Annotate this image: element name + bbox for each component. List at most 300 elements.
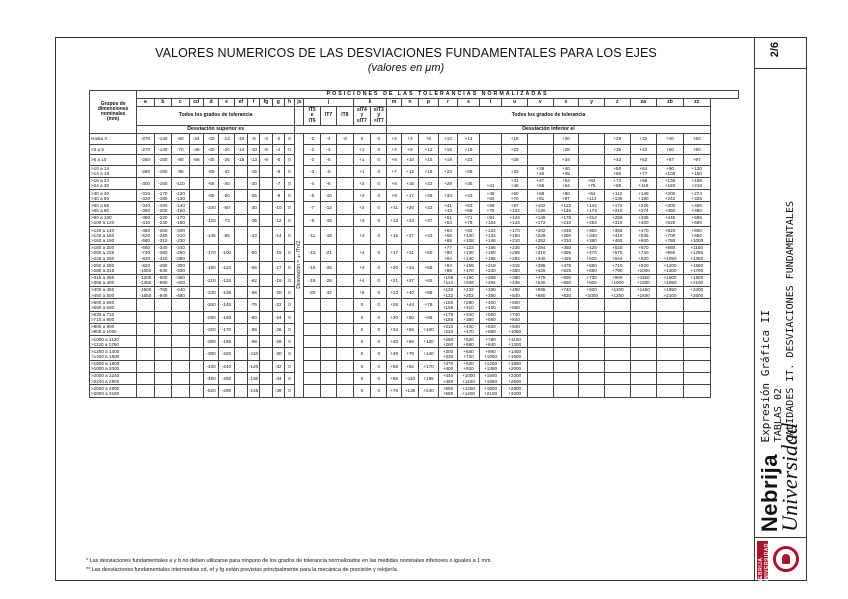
deviation-letter: f: [247, 99, 259, 107]
upper-deviation-value: -5: [272, 155, 284, 166]
upper-deviation-value: -120: [247, 360, 259, 372]
lower-deviation-value: +300 +340 +380: [579, 226, 605, 244]
lower-deviation-value: +10: [401, 155, 418, 166]
upper-deviation-value: -76: [247, 299, 259, 311]
grades-label: Todos los grados de tolerancia: [387, 107, 710, 126]
dimension-range: >10 a 14 >14 a 18: [90, 165, 137, 177]
lower-deviation-value: [579, 299, 605, 311]
lower-deviation-value: +500 +560: [479, 311, 502, 323]
upper-deviation-value: [154, 360, 171, 372]
lower-deviation-value: [630, 360, 657, 372]
upper-deviation-value: 0: [284, 299, 294, 311]
upper-deviation-value: 0: [284, 348, 294, 360]
lower-deviation-value: +425 +470 +520: [579, 244, 605, 262]
lower-deviation-value: [527, 360, 553, 372]
upper-deviation-value: [137, 299, 154, 311]
j-deviation-value: -12: [320, 202, 336, 214]
upper-deviation-value: [154, 385, 171, 397]
upper-deviation-value: [189, 244, 203, 262]
j-deviation-value: -21: [320, 244, 336, 262]
lower-deviation-value: +92: [401, 360, 418, 372]
upper-deviation-value: [154, 348, 171, 360]
k-deviation-value: 0: [371, 155, 387, 166]
lower-deviation-value: [579, 373, 605, 385]
lower-deviation-value: [683, 336, 710, 348]
lower-deviation-value: +100: [419, 323, 438, 335]
k-grade: ≤IT3 y >IT7: [371, 107, 387, 126]
upper-deviation-value: 0: [284, 385, 294, 397]
lower-deviation-value: +490 +540: [502, 286, 528, 298]
upper-deviation-value: [189, 177, 203, 189]
upper-deviation-value: 0: [284, 202, 294, 214]
j-deviation-value: -8: [320, 177, 336, 189]
upper-deviation-value: 0: [284, 226, 294, 244]
lower-deviation-value: [553, 336, 579, 348]
upper-deviation-value: -110: [247, 348, 259, 360]
j-deviation-value: [304, 299, 320, 311]
k-deviation-value: 0: [353, 336, 370, 348]
j-deviation-value: [337, 348, 353, 360]
lower-deviation-value: [527, 299, 553, 311]
lower-deviation-value: +9: [387, 190, 401, 202]
j-deviation-value: [337, 244, 353, 262]
page-title: VALORES NUMERICOS DE LAS DESVIACIONES FUNDAMENTALES PARA LOS EJES: [155, 46, 657, 60]
sheet-title: CALIDADES IT. DESVIACIONES FUNDAMENTALES: [785, 201, 796, 442]
lower-deviation-value: [604, 385, 630, 397]
upper-deviation-value: -70: [172, 144, 189, 155]
deviation-letter: b: [154, 99, 171, 107]
j-deviation-value: [337, 190, 353, 202]
upper-deviation-value: -440 -480: [172, 286, 189, 298]
lower-deviation-value: [657, 311, 684, 323]
upper-deviation-value: -85: [219, 226, 234, 244]
upper-deviation-value: -68: [247, 286, 259, 298]
upper-deviation-value: 0: [284, 336, 294, 348]
lower-deviation-value: +88: [419, 311, 438, 323]
lower-deviation-value: +40: [387, 336, 401, 348]
lower-deviation-value: +280 +310: [458, 299, 480, 311]
lower-deviation-value: [683, 360, 710, 372]
j-deviation-value: -18: [320, 226, 336, 244]
table-row: [90, 144, 739, 155]
j-deviation-value: [337, 286, 353, 298]
upper-deviation-value: -240 -260 -280: [172, 244, 189, 262]
j-deviation-value: [320, 373, 336, 385]
lower-deviation-value: +33: [502, 165, 528, 177]
k-deviation-value: 0: [371, 299, 387, 311]
lower-deviation-value: +400 +450: [479, 299, 502, 311]
table-row: [90, 226, 739, 244]
j-deviation-value: [320, 385, 336, 397]
lower-deviation-value: +28: [502, 155, 528, 166]
upper-deviation-value: 0: [284, 134, 294, 145]
j-deviation-value: -16: [304, 262, 320, 274]
upper-deviation-value: -8: [260, 155, 272, 166]
footnote-1: * Las desviaciones fundamentales a y b no deben utilizarse para ninguno de los grados de tolerancia normalizados en las medidas nominales inferiores o iguales a 1 mm.: [86, 558, 493, 564]
upper-deviation-value: -260: [203, 299, 218, 311]
lower-deviation-value: [553, 323, 579, 335]
lower-deviation-value: +41 +43: [438, 202, 457, 214]
upper-deviation-value: [234, 165, 247, 177]
lower-deviation-value: +130 +150: [683, 165, 710, 177]
k-deviation-value: 0: [353, 323, 370, 335]
j-deviation-value: [304, 385, 320, 397]
upper-deviation-value: [234, 373, 247, 385]
lower-deviation-value: +370 +400: [438, 360, 457, 372]
lower-deviation-value: [527, 385, 553, 397]
lower-deviation-value: +34: [387, 323, 401, 335]
lower-deviation-value: +1150 +1300: [630, 274, 657, 286]
upper-deviation-value: [234, 385, 247, 397]
lower-deviation-value: +1850 +2100: [657, 286, 684, 298]
lower-deviation-value: +1550 +1700: [683, 262, 710, 274]
upper-deviation-value: -43: [247, 226, 259, 244]
upper-deviation-value: [234, 202, 247, 214]
upper-deviation-value: -270: [137, 134, 154, 145]
upper-deviation-value: [137, 311, 154, 323]
j-deviation-value: -3: [304, 165, 320, 177]
lower-deviation-value: +66 +75: [479, 202, 502, 214]
lower-deviation-value: +580 +650: [579, 262, 605, 274]
lower-deviation-value: +62: [419, 274, 438, 286]
j-deviation-value: [304, 373, 320, 385]
lower-deviation-value: +80: [683, 144, 710, 155]
lower-deviation-value: [553, 385, 579, 397]
lower-deviation-value: [657, 385, 684, 397]
lower-deviation-value: [579, 323, 605, 335]
lower-deviation-value: [579, 360, 605, 372]
upper-deviation-value: -10: [272, 202, 284, 214]
k-deviation-value: 0: [371, 134, 387, 145]
j-deviation-value: [304, 311, 320, 323]
lower-deviation-value: +64 +77: [630, 165, 657, 177]
lower-deviation-value: +7: [387, 165, 401, 177]
lower-deviation-value: [579, 336, 605, 348]
j-deviation-value: [337, 165, 353, 177]
j-deviation-value: [337, 144, 353, 155]
upper-deviation-value: -6: [272, 165, 284, 177]
table-row: [90, 190, 739, 202]
lower-deviation-value: +430 +470: [458, 323, 480, 335]
lower-deviation-value: +22: [419, 177, 438, 189]
lower-deviation-value: +390 +435: [502, 274, 528, 286]
dimension-range: >2500 a 2800 >2800 a 3150: [90, 385, 137, 397]
lower-deviation-value: +640 +720: [458, 348, 480, 360]
lower-deviation-value: +48 +54: [479, 190, 502, 202]
k-deviation-value: +4: [353, 262, 370, 274]
upper-deviation-value: -25: [219, 155, 234, 166]
blank-cell: [295, 126, 387, 134]
lower-deviation-value: +110: [401, 373, 418, 385]
lower-deviation-value: +50: [401, 311, 418, 323]
lower-deviation-value: +590 +660: [553, 274, 579, 286]
j-deviation-value: [304, 323, 320, 335]
lower-deviation-value: +178 +210: [553, 214, 579, 226]
upper-deviation-value: -220: [219, 348, 234, 360]
upper-deviation-value: [260, 336, 272, 348]
upper-deviation-value: -260 -280 -310: [154, 226, 171, 244]
upper-deviation-value: -40: [203, 155, 218, 166]
j-deviation-value: [320, 360, 336, 372]
lower-deviation-value: +21: [387, 274, 401, 286]
upper-deviation-value: [189, 336, 203, 348]
table-row: [90, 214, 739, 226]
upper-deviation-value: -140: [154, 134, 171, 145]
lower-deviation-value: +51 +54: [438, 214, 457, 226]
upper-deviation-value: -125: [219, 274, 234, 286]
lower-deviation-value: +102 +120: [527, 202, 553, 214]
deviation-letter: h: [284, 99, 294, 107]
upper-deviation-value: -170 -180: [172, 214, 189, 226]
lower-deviation-value: +10: [438, 134, 457, 145]
upper-deviation-value: -140 -150: [172, 202, 189, 214]
lower-deviation-value: +66: [401, 336, 418, 348]
lower-deviation-value: +202 +228 +252: [527, 226, 553, 244]
lower-deviation-value: +48: [387, 348, 401, 360]
upper-deviation-value: -130: [247, 373, 259, 385]
upper-deviation-value: [189, 202, 203, 214]
upper-deviation-value: [189, 373, 203, 385]
upper-deviation-value: -6: [247, 134, 259, 145]
lower-deviation-value: +68: [419, 286, 438, 298]
dimension-range: >1600 a 1800 >1800 a 2000: [90, 360, 137, 372]
deviation-letter: c: [172, 99, 189, 107]
upper-deviation-value: -34: [272, 373, 284, 385]
k-deviation-value: +2: [353, 190, 370, 202]
upper-deviation-value: -145: [219, 299, 234, 311]
lower-deviation-value: [604, 360, 630, 372]
lower-deviation-value: +41: [479, 177, 502, 189]
j-deviation-value: [337, 262, 353, 274]
j-deviation-value: [304, 336, 320, 348]
upper-deviation-value: -56: [189, 155, 203, 166]
j-deviation-value: -10: [320, 190, 336, 202]
upper-deviation-value: -110: [172, 177, 189, 189]
lower-deviation-value: [553, 299, 579, 311]
upper-deviation-value: [189, 299, 203, 311]
k-deviation-value: 0: [371, 385, 387, 397]
j-deviation-value: -5: [320, 155, 336, 166]
deviation-letter: n: [401, 99, 418, 107]
upper-deviation-value: [172, 360, 189, 372]
upper-deviation-value: 0: [284, 262, 294, 274]
lower-deviation-value: +335 +400: [630, 214, 657, 226]
k-deviation-value: 0: [371, 373, 387, 385]
lower-deviation-value: +43: [419, 226, 438, 244]
lower-deviation-value: [604, 299, 630, 311]
k-deviation-value: 0: [353, 385, 370, 397]
dimension-range: >50 a 65 >65 a 80: [90, 202, 137, 214]
dimension-range: >1250 a 1400 >1400 a 1600: [90, 348, 137, 360]
upper-deviation-value: [234, 299, 247, 311]
upper-deviation-value: [260, 202, 272, 214]
page-frame: [55, 37, 755, 581]
lower-deviation-value: [604, 336, 630, 348]
upper-deviation-value: -390: [203, 348, 218, 360]
dimension-range: >250 a 280 >280 a 315: [90, 262, 137, 274]
upper-deviation-value: [172, 348, 189, 360]
upper-deviation-value: -480: [203, 373, 218, 385]
upper-deviation-value: [189, 165, 203, 177]
dimension-range: >180 a 200 >200 a 225 >225 a 250: [90, 244, 137, 262]
js-deviation-note: Desviación = ±ITn/2: [295, 134, 304, 398]
k-deviation-value: 0: [371, 286, 387, 298]
lower-deviation-value: +18: [502, 134, 528, 145]
lower-deviation-value: +20: [387, 262, 401, 274]
lower-deviation-value: +218 +240: [479, 262, 502, 274]
lower-deviation-value: +470 +535 +600: [630, 226, 657, 244]
lower-deviation-value: +40: [657, 134, 684, 145]
table-row: [90, 360, 739, 372]
k-deviation-value: 0: [371, 214, 387, 226]
lower-deviation-value: +2900 +3200: [502, 385, 528, 397]
document-sheet: [55, 37, 807, 581]
j-deviation-value: -15: [320, 214, 336, 226]
table-row: [90, 262, 739, 274]
dimension-range: >500 a 560 >560 a 630: [90, 299, 137, 311]
upper-deviation-value: -100: [219, 244, 234, 262]
lower-deviation-value: +210 +220: [438, 323, 457, 335]
upper-deviation-value: -260: [219, 373, 234, 385]
lower-deviation-value: [479, 165, 502, 177]
title-block-text: [755, 68, 806, 582]
lower-deviation-value: +445 +525: [657, 214, 684, 226]
k-deviation-value: +1: [353, 144, 370, 155]
lower-deviation-value: +1500 +1650: [479, 373, 502, 385]
lower-deviation-value: +800 +900 +1000: [683, 226, 710, 244]
k-deviation-value: +5: [353, 286, 370, 298]
upper-deviation-value: [260, 373, 272, 385]
upper-deviation-value: [137, 323, 154, 335]
lower-deviation-value: +20: [553, 134, 579, 145]
j-deviation-value: -9: [304, 214, 320, 226]
upper-deviation-value: -270: [137, 144, 154, 155]
lower-deviation-value: [683, 299, 710, 311]
lower-deviation-value: [604, 311, 630, 323]
lower-deviation-value: +19: [458, 144, 480, 155]
upper-deviation-value: -7: [272, 177, 284, 189]
k-deviation-value: 0: [371, 323, 387, 335]
upper-deviation-value: -50: [247, 244, 259, 262]
upper-deviation-value: -24: [272, 311, 284, 323]
lower-deviation-value: +330 +360: [479, 286, 502, 298]
upper-deviation-value: -18: [272, 274, 284, 286]
upper-deviation-value: -110: [219, 262, 234, 274]
lower-deviation-value: +195: [419, 373, 438, 385]
j-deviation-value: [337, 373, 353, 385]
lower-deviation-value: +78: [401, 348, 418, 360]
upper-deviation-value: -14: [219, 134, 234, 145]
lower-deviation-value: +52: [630, 155, 657, 166]
upper-deviation-value: -4: [272, 144, 284, 155]
lower-deviation-value: +172 +210: [604, 202, 630, 214]
lower-deviation-value: +44: [401, 299, 418, 311]
lower-deviation-value: [553, 373, 579, 385]
lower-deviation-value: +15: [438, 144, 457, 155]
lower-deviation-value: +1150 +1250 +1350: [683, 244, 710, 262]
lower-deviation-value: +475 +525: [553, 262, 579, 274]
upper-deviation-value: 0: [284, 373, 294, 385]
upper-deviation-value: -56: [247, 262, 259, 274]
lower-deviation-value: +28: [553, 144, 579, 155]
j-deviation-value: -6: [337, 134, 353, 145]
lower-deviation-value: [630, 373, 657, 385]
lower-deviation-value: +300 +330: [438, 348, 457, 360]
upper-deviation-value: -15: [272, 244, 284, 262]
grades-label: Todos los grados de tolerancia: [137, 107, 295, 126]
lower-deviation-value: +620 +700 +780: [657, 226, 684, 244]
upper-deviation-value: -12: [272, 214, 284, 226]
upper-deviation-value: [260, 274, 272, 286]
upper-deviation-value: -340 -380 -420: [154, 244, 171, 262]
deviation-letter: ef: [234, 99, 247, 107]
k-deviation-value: 0: [371, 244, 387, 262]
lower-deviation-value: +23: [502, 144, 528, 155]
lower-deviation-value: [604, 348, 630, 360]
lower-deviation-value: [657, 348, 684, 360]
lower-deviation-value: [527, 311, 553, 323]
lower-deviation-value: +920 +1000: [630, 262, 657, 274]
upper-deviation-value: [260, 299, 272, 311]
k-deviation-value: 0: [371, 262, 387, 274]
lower-deviation-value: +73 +88: [604, 177, 630, 189]
lower-deviation-value: +58: [387, 360, 401, 372]
upper-deviation-value: -16: [247, 165, 259, 177]
deviation-letter: js: [295, 99, 304, 107]
upper-deviation-value: -1200 -1350: [137, 274, 154, 286]
k-deviation-value: 0: [353, 134, 370, 145]
table-row: [90, 348, 739, 360]
upper-deviation-value: -34: [189, 134, 203, 145]
lower-deviation-value: [630, 336, 657, 348]
lower-deviation-value: +226 +274: [630, 202, 657, 214]
lower-deviation-value: +730 +820: [579, 274, 605, 286]
upper-deviation-value: -50: [203, 165, 218, 177]
deviation-letter: g: [272, 99, 284, 107]
upper-deviation-value: [172, 385, 189, 397]
lower-deviation-value: +12: [401, 165, 418, 177]
upper-deviation-value: -46: [189, 144, 203, 155]
upper-deviation-value: -280: [137, 155, 154, 166]
lower-deviation-value: +4: [401, 134, 418, 145]
upper-deviation-value: [137, 385, 154, 397]
deviation-letter: zb: [657, 99, 684, 107]
lower-deviation-value: [657, 299, 684, 311]
lower-deviation-value: [527, 336, 553, 348]
upper-deviation-value: -20: [247, 177, 259, 189]
lower-deviation-value: +94 +114: [579, 190, 605, 202]
lower-deviation-value: +122 +146: [553, 202, 579, 214]
deviation-letter: fg: [260, 99, 272, 107]
j-deviation-value: [337, 214, 353, 226]
upper-deviation-value: -290: [203, 311, 218, 323]
upper-deviation-value: [137, 373, 154, 385]
lower-deviation-value: +960 +1050: [479, 348, 502, 360]
j-deviation-value: -4: [320, 144, 336, 155]
upper-deviation-value: -150: [154, 165, 171, 177]
lower-deviation-value: +67: [657, 155, 684, 166]
upper-deviation-value: -290: [219, 385, 234, 397]
lower-deviation-value: +53 +59: [458, 202, 480, 214]
k-deviation-value: +3: [353, 214, 370, 226]
upper-deviation-value: [260, 190, 272, 202]
deviation-letter: m: [387, 99, 401, 107]
upper-deviation-value: [260, 286, 272, 298]
j-deviation-value: -32: [320, 286, 336, 298]
lower-deviation-value: +240: [419, 385, 438, 397]
j-deviation-value: -13: [304, 244, 320, 262]
lower-deviation-value: +19: [438, 155, 457, 166]
